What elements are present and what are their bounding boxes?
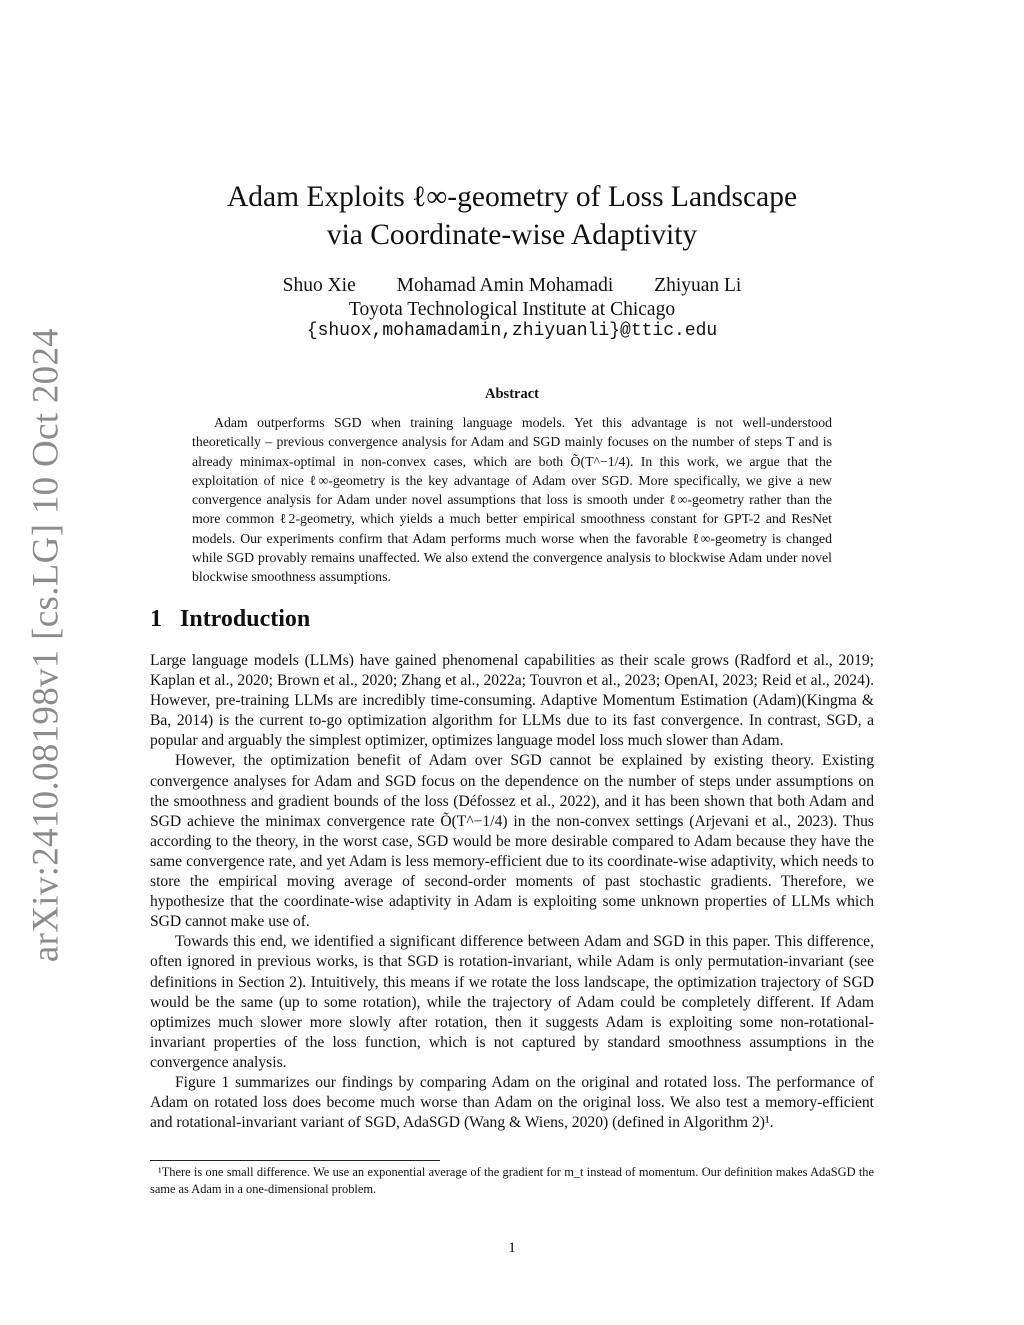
paragraph: Large language models (LLMs) have gained phenomenal capabilities as their scale grows (Radford et al., 2019; Kaplan et al., 2020; Brown et al., 2020; Zhang et al., 2022a; Touvron et al., 2023; OpenAI, 2023; Reid et al., 2024). However, pre-training LLMs are incredibly time-consuming. Adaptive Momentum Estimation (Adam)(Kingma & Ba, 2014) is the current to-go optimization algorithm for LLMs due to its fast convergence. In contrast, SGD, a popular and arguably the simplest optimizer, optimizes language model loss much slower than Adam. [150,652,874,750]
author-name: Zhiyuan Li [654,275,742,296]
arxiv-identifier: arXiv:2410.08198v1 [cs.LG] 10 Oct 2024 [25,327,67,963]
paragraph: Towards this end, we identified a significant difference between Adam and SGD in this paper. This difference, often ignored in previous works, is that SGD is rotation-invariant, while Adam is only permutation-invariant (see definitions in Section 2). Intuitively, this means if we rotate the loss landscape, the optimization trajectory of SGD would be the same (up to some rotation), while the trajectory of Adam could be completely different. If Adam optimizes much slower more slowly after rotation, then it suggests Adam is exploiting some non-rotational-invariant properties of the loss function, which is not captured by standard smoothness assumptions in the convergence analysis. [150,933,874,1071]
footnote: ¹There is one small difference. We use an exponential average of the gradient for m_t instead of momentum. Our definition makes AdaSGD the same as Adam in a one-dimensional problem. [150,1165,874,1196]
author-name: Shuo Xie [282,275,356,296]
author-emails: {shuox,mohamadamin,zhiyuanli}@ttic.edu [306,321,718,341]
page-number: 1 [508,1240,516,1256]
title-line-2: via Coordinate-wise Adaptivity [326,219,698,251]
introduction-body [150,651,874,1133]
section-heading [150,606,310,633]
title-line-1: Adam Exploits ℓ∞-geometry of Loss Landscape [226,181,798,213]
section-number: 1 [150,606,162,632]
abstract-text: Adam outperforms SGD when training language models. Yet this advantage is not well-understood theoretically – previous convergence analysis for Adam and SGD mainly focuses on the number of steps T and is already minimax-optimal in non-convex cases, which are both Õ(T^−1/4). In this work, we argue that the exploitation of nice ℓ∞-geometry is the key advantage of Adam over SGD. More specifically, we give a new convergence analysis for Adam under novel assumptions that loss is smooth under ℓ∞-geometry rather than the more common ℓ2-geometry, which yields a much better empirical smoothness constant for GPT-2 and ResNet models. Our experiments confirm that Adam performs much worse when the favorable ℓ∞-geometry is changed while SGD provably remains unaffected. We also extend the convergence analysis to blockwise Adam under novel blockwise smoothness assumptions. [192,415,832,585]
paragraph: Figure 1 summarizes our findings by comparing Adam on the original and rotated loss. The performance of Adam on rotated loss does become much worse than Adam on the original loss. We also test a memory-efficient and rotational-invariant variant of SGD, AdaSGD (Wang & Wiens, 2020) (defined in Algorithm 2)¹. [150,1073,874,1132]
author-name: Mohamad Amin Mohamadi [396,275,614,296]
affiliation: Toyota Technological Institute at Chicago [348,299,676,320]
section-title: Introduction [180,606,311,632]
paper-title [0,178,1024,254]
abstract-heading: Abstract [485,386,539,402]
paragraph: However, the optimization benefit of Adam over SGD cannot be explained by existing theory. Existing convergence analyses for Adam and SGD focus on the dependence on the number of steps under assumptions on the smoothness and gradient bounds of the loss (Défossez et al., 2022), and it has been shown that both Adam and SGD achieve the minimax convergence rate Õ(T^−1/4) in the non-convex settings (Arjevani et al., 2023). Thus according to the theory, in the worst case, SGD would be more desirable compared to Adam because they have the same convergence rate, and yet Adam is less memory-efficient due to its coordinate-wise adaptivity, which needs to store the empirical moving average of second-order moments of past stochastic gradients. Therefore, we hypothesize that the coordinate-wise adaptivity in Adam is exploiting some unknown properties of LLMs which SGD cannot make use of. [150,752,874,931]
author-list [0,275,1024,297]
footnote-divider [150,1160,440,1161]
